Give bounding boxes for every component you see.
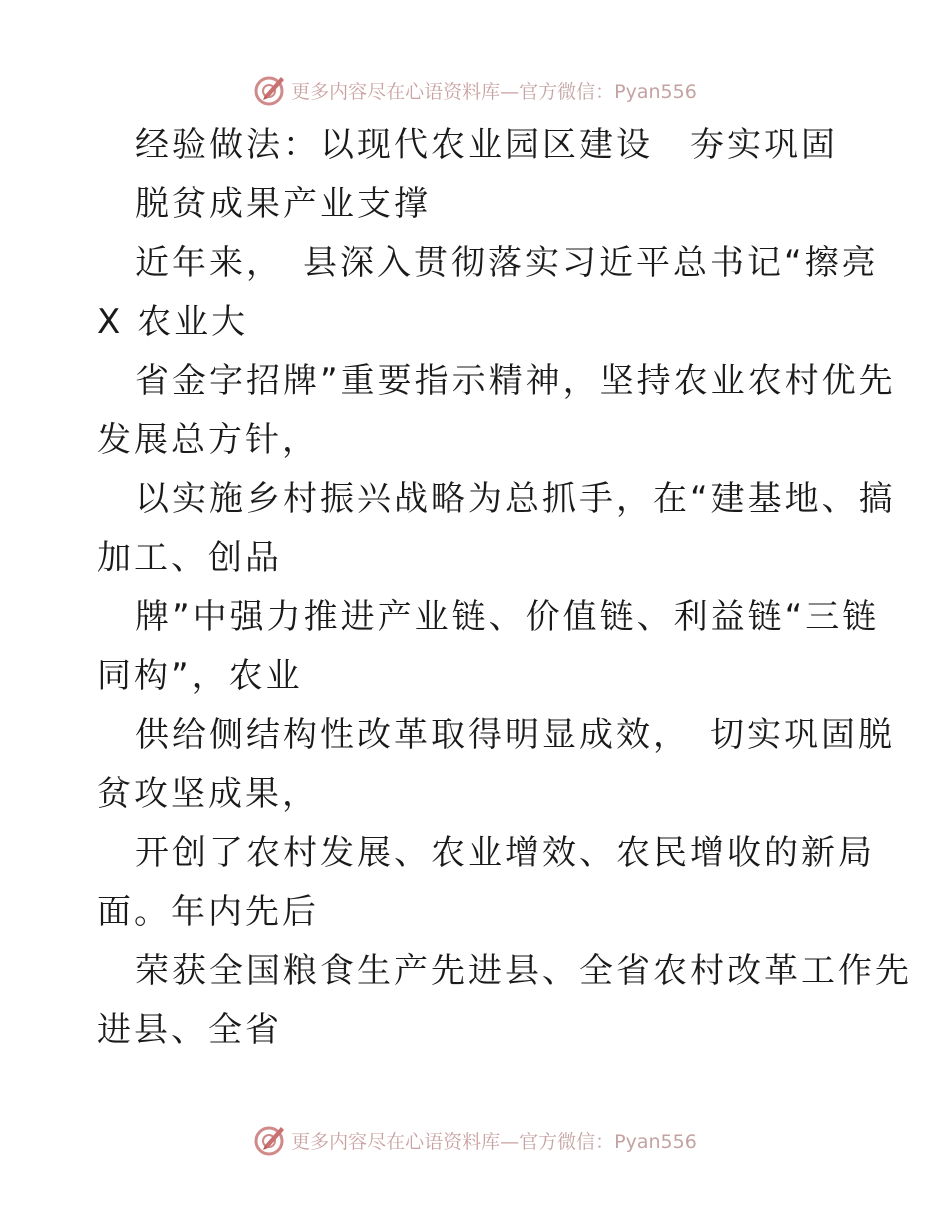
footer-watermark [0,1120,950,1160]
text-line: 以实施乡村振兴战略为总抓手，在“建基地、搞 [135,479,896,519]
text-line: 脱贫成果产业支撑 [135,184,431,224]
watermark-text: 更多内容尽在心语资料库—官方微信：Pyan556 [291,1130,697,1153]
header-watermark [0,70,950,110]
text-line: 开创了农村发展、农业增效、农民增收的新局 [135,833,875,873]
text-line: 面。年内先后 [97,892,319,932]
text-line: 进县、全省 [97,1010,282,1050]
pen-logo-icon [253,73,287,107]
text-line: 省金字招牌”重要指示精神，坚持农业农村优先 [135,361,896,401]
text-line: 加工、创品 [97,538,282,578]
text-line: 贫攻坚成果， [97,774,319,814]
text-line: X 农业大 [97,302,249,342]
text-line: 发展总方针， [97,420,319,460]
document-body [97,116,912,1060]
text-line: 经验做法：以现代农业园区建设 夯实巩固 [135,125,838,165]
pen-logo-icon [253,1123,287,1157]
text-line: 同构”，农业 [97,656,303,696]
text-line: 荣获全国粮食生产先进县、全省农村改革工作先 [135,951,912,991]
text-line: 牌”中强力推进产业链、价值链、利益链“三链 [135,597,880,637]
watermark-text: 更多内容尽在心语资料库—官方微信：Pyan556 [291,80,697,103]
text-line: 供给侧结构性改革取得明显成效， 切实巩固脱 [135,715,895,755]
text-line: 近年来， 县深入贯彻落实习近平总书记“擦亮 [135,243,879,283]
